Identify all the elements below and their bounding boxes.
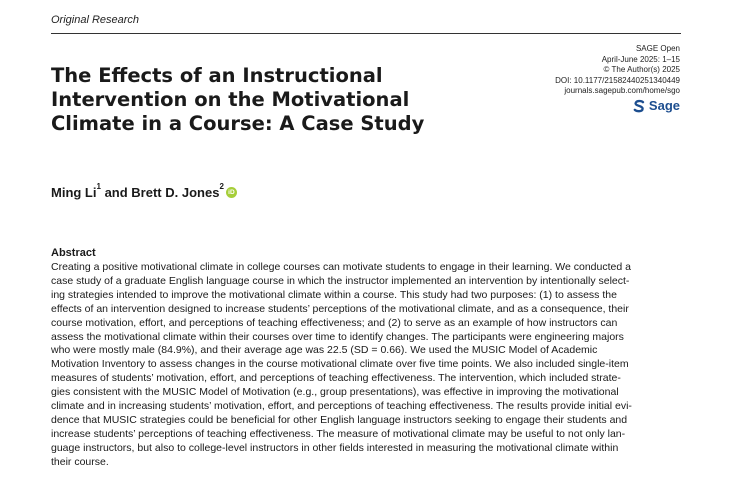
abstract-line: who were mostly male (84.9%), and their average age was 22.5 (SD = 0.66). We used the MUSIC Model of Academic	[51, 344, 598, 357]
author-name[interactable]: Brett D. Jones	[131, 185, 220, 200]
title-line: Intervention on the Motivational	[51, 88, 410, 111]
abstract-line: guage instructors, but also to college-level instructors in other fields interested in measuring the motivational climate within	[51, 441, 619, 454]
abstract-body	[51, 261, 684, 470]
author-name[interactable]: Ming Li	[51, 185, 97, 200]
header-rule	[51, 33, 681, 34]
section-label: Original Research	[51, 14, 140, 26]
abstract-line: course motivation, effort, and perceptions of teaching effectiveness; and (2) to serve as an example of how instructors can	[51, 316, 618, 329]
abstract-line: Motivation Inventory to assess changes in the course motivational climate over five time points. We also included single-item	[51, 358, 629, 371]
author-affiliation: 2	[219, 182, 224, 191]
author-list	[51, 182, 237, 200]
abstract-line: case study of a graduate English language course in which the instructor implemented an intervention by intentionally select-	[51, 274, 630, 287]
abstract-line: climate and in increasing students’ motivation, effort, and perceptions of teaching effectiveness. The results provide initial evi-	[51, 400, 632, 413]
title-line: The Effects of an Instructional	[51, 64, 383, 87]
abstract-line: ing strategies intended to improve the motivational climate within a course. This study had two purposes: (1) to assess the	[51, 288, 617, 301]
copyright: © The Author(s) 2025	[603, 65, 680, 74]
abstract-line: their course.	[51, 455, 109, 468]
title-line: Climate in a Course: A Case Study	[51, 112, 425, 135]
sage-logo-icon	[632, 99, 646, 113]
journal-info	[555, 44, 680, 97]
author-affiliation: 1	[96, 182, 101, 191]
abstract-line: dence that MUSIC strategies could be beneficial for other English language instructors seeking to engage their students and	[51, 413, 628, 426]
orcid-icon[interactable]: iD	[226, 187, 237, 198]
abstract-line: effects of an intervention designed to increase students’ perceptions of the motivational climate, and as a consequence, their	[51, 302, 629, 315]
journal-issue: April-June 2025: 1–15	[601, 54, 680, 64]
abstract-line: assess the motivational climate within their courses over time to identify changes. The participants were engineering majors	[51, 330, 624, 343]
journal-url[interactable]: journals.sagepub.com/home/sgo	[564, 86, 680, 95]
doi[interactable]: DOI: 10.1177/21582440251340449	[555, 75, 680, 85]
author-separator: and	[100, 185, 132, 200]
journal-name: SAGE Open	[635, 44, 680, 53]
abstract-heading: Abstract	[51, 247, 96, 259]
abstract-line: gies consistent with the MUSIC Model of Motivation (e.g., group presentations), was effective in improving the motivational	[51, 386, 619, 399]
publisher-logo-text: Sage	[648, 98, 680, 113]
abstract-line: increase students’ perceptions of teaching effectiveness. The measure of motivational climate may be useful to not only lan-	[51, 427, 626, 440]
abstract-line: Creating a positive motivational climate in college courses can motivate students to engage in their learning. We conducted a	[51, 261, 631, 273]
abstract-line: measures of students’ motivation, effort, and perceptions of teaching effectiveness. The intervention, which included strate-	[51, 372, 621, 385]
publisher-logo[interactable]	[632, 98, 680, 113]
article-title	[51, 64, 481, 136]
